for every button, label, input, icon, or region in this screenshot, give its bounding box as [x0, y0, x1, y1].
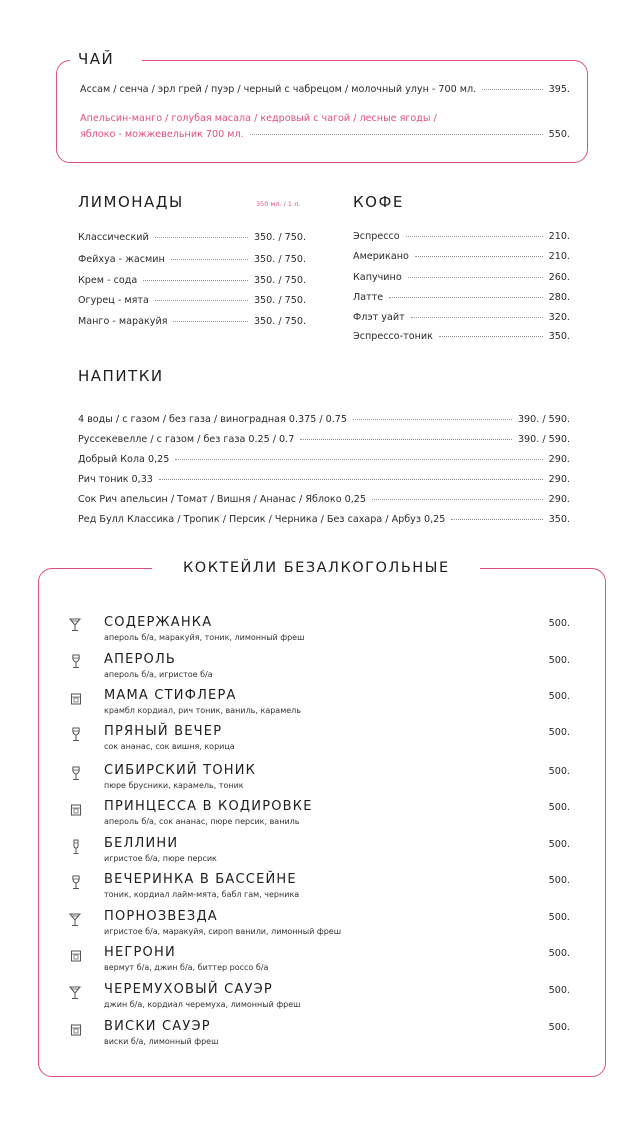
- drink-price: 290.: [548, 454, 570, 465]
- cocktail-name: БЕЛЛИНИ: [104, 836, 179, 851]
- leader-dots: [155, 300, 248, 301]
- drink-row: [78, 454, 570, 465]
- cocktail-name: ВЕЧЕРИНКА В БАССЕЙНЕ: [104, 872, 297, 887]
- leader-dots: [175, 459, 542, 460]
- lemonade-name: Манго - маракуйя: [78, 316, 168, 327]
- leader-dots: [411, 317, 543, 318]
- cocktail-desc: виски б/а, лимонный фреш: [104, 1037, 219, 1046]
- drink-row: [78, 434, 570, 445]
- rocks-glass-icon: [70, 802, 82, 818]
- drink-name: Ред Булл Классика / Тропик / Персик / Черника / Без сахара / Арбуз 0,25: [78, 514, 446, 525]
- coffee-price: 210.: [548, 251, 570, 262]
- cocktail-desc: апероль б/а, сок ананас, пюре персик, ваниль: [104, 817, 300, 826]
- cocktail-glass-icon: [69, 985, 81, 1001]
- cocktail-desc: крамбл кордиал, рич тоник, ваниль, карамель: [104, 706, 301, 715]
- leader-dots: [300, 439, 512, 440]
- coffee-price: 320.: [548, 312, 570, 323]
- cocktail-price: 500.: [548, 618, 570, 629]
- tea-item-price: 395.: [548, 84, 570, 95]
- cocktail-desc: апероль б/а, маракуйя, тоник, лимонный фреш: [104, 633, 305, 642]
- cocktail-price: 500.: [548, 875, 570, 886]
- leader-dots: [451, 519, 542, 520]
- cocktail-desc: сок ананас, сок вишня, корица: [104, 742, 235, 751]
- lemonade-name: Огурец - мята: [78, 295, 149, 306]
- leader-dots: [372, 499, 543, 500]
- cocktail-name: МАМА СТИФЛЕРА: [104, 688, 237, 703]
- lemonades-volume-note: 350 мл. / 1 л.: [256, 200, 301, 208]
- cocktail-desc: апероль б/а, игристое б/а: [104, 670, 213, 679]
- rocks-glass-icon: [70, 691, 82, 707]
- coffee-name: Американо: [353, 251, 409, 262]
- coffee-row: [353, 251, 570, 262]
- drink-row: [78, 494, 570, 505]
- cocktail-desc: джин б/а, кордиал черемуха, лимонный фреш: [104, 1000, 301, 1009]
- lemonade-row: [78, 254, 306, 265]
- coffee-name: Эспрессо-тоник: [353, 331, 433, 342]
- cocktail-name: ЧЕРЕМУХОВЫЙ САУЭР: [104, 982, 273, 997]
- lemonade-name: Крем - сода: [78, 275, 138, 286]
- drink-row: [78, 414, 570, 425]
- coffee-name: Флэт уайт: [353, 312, 405, 323]
- cocktails-title: КОКТЕЙЛИ БЕЗАЛКОГОЛЬНЫЕ: [183, 560, 450, 576]
- tea-row-2: [80, 129, 570, 140]
- coffee-name: Эспрессо: [353, 231, 400, 242]
- lemonade-price: 350. / 750.: [253, 275, 306, 286]
- coffee-name: Капучино: [353, 272, 402, 283]
- leader-dots: [173, 321, 247, 322]
- wine-glass-icon: [70, 727, 82, 743]
- cocktail-name: СОДЕРЖАНКА: [104, 615, 213, 630]
- cocktail-price: 500.: [548, 802, 570, 813]
- drinks-title: НАПИТКИ: [78, 367, 164, 385]
- wine-glass-icon: [70, 875, 82, 891]
- drink-name: Добрый Кола 0,25: [78, 454, 170, 465]
- cocktail-desc: игристое б/а, маракуйя, сироп ванили, лимонный фреш: [104, 927, 342, 936]
- tea-frame: [56, 60, 588, 163]
- lemonade-price: 350. / 750.: [253, 316, 306, 327]
- coffee-title: КОФЕ: [353, 193, 404, 211]
- lemonade-price: 350. / 750.: [253, 254, 306, 265]
- drink-name: Руссекевелле / с газом / без газа 0.25 / 0.7: [78, 434, 295, 445]
- lemonade-name: Фейхуа - жасмин: [78, 254, 165, 265]
- cocktail-name: ПРЯНЫЙ ВЕЧЕР: [104, 724, 223, 739]
- coffee-row: [353, 312, 570, 323]
- leader-dots: [353, 419, 512, 420]
- coffee-price: 210.: [548, 231, 570, 242]
- tea-item-name: Ассам / сенча / эрл грей / пуэр / черный с чабрецом / молочный улун - 700 мл.: [80, 84, 477, 95]
- tea-item-price: 550.: [548, 129, 570, 140]
- lemonade-price: 350. / 750.: [253, 232, 306, 243]
- drink-price: 390. / 590.: [517, 414, 570, 425]
- cocktail-price: 500.: [548, 948, 570, 959]
- leader-dots: [415, 256, 543, 257]
- lemonades-title: ЛИМОНАДЫ: [78, 193, 184, 211]
- wine-glass-icon: [70, 766, 82, 782]
- drink-price: 290.: [548, 474, 570, 485]
- lemonade-row: [78, 295, 306, 306]
- drink-name: Рич тоник 0,33: [78, 474, 153, 485]
- leader-dots: [143, 280, 248, 281]
- cocktail-desc: тоник, кордиал лайм-мята, бабл гам, черника: [104, 890, 300, 899]
- leader-dots: [482, 89, 542, 90]
- leader-dots: [155, 237, 248, 238]
- cocktail-price: 500.: [548, 727, 570, 738]
- coffee-name: Латте: [353, 292, 384, 303]
- coffee-row: [353, 231, 570, 242]
- leader-dots: [408, 277, 543, 278]
- cocktail-price: 500.: [548, 691, 570, 702]
- cocktail-price: 500.: [548, 655, 570, 666]
- flute-glass-icon: [70, 839, 82, 855]
- cocktail-name: СИБИРСКИЙ ТОНИК: [104, 763, 257, 778]
- leader-dots: [159, 479, 543, 480]
- coffee-row: [353, 331, 570, 342]
- cocktail-glass-icon: [69, 617, 81, 633]
- cocktail-desc: пюре брусники, карамель, тоник: [104, 781, 244, 790]
- rocks-glass-icon: [70, 948, 82, 964]
- rocks-glass-icon: [70, 1022, 82, 1038]
- drink-price: 350.: [548, 514, 570, 525]
- cocktail-name: ВИСКИ САУЭР: [104, 1019, 211, 1034]
- drink-price: 390. / 590.: [517, 434, 570, 445]
- drink-price: 290.: [548, 494, 570, 505]
- cocktail-desc: игристое б/а, пюре персик: [104, 854, 217, 863]
- cocktail-name: НЕГРОНИ: [104, 945, 176, 960]
- lemonade-row: [78, 316, 306, 327]
- leader-dots: [171, 259, 248, 260]
- coffee-row: [353, 292, 570, 303]
- lemonade-row: [78, 232, 306, 243]
- leader-dots: [250, 134, 543, 135]
- drink-name: Сок Рич апельсин / Томат / Вишня / Ананас / Яблоко 0,25: [78, 494, 366, 505]
- lemonade-name: Классический: [78, 232, 149, 243]
- drink-row: [78, 474, 570, 485]
- leader-dots: [389, 297, 542, 298]
- cocktail-price: 500.: [548, 839, 570, 850]
- cocktail-glass-icon: [69, 912, 81, 928]
- drink-row: [78, 514, 570, 525]
- cocktail-name: ПРИНЦЕССА В КОДИРОВКЕ: [104, 799, 313, 814]
- cocktail-price: 500.: [548, 766, 570, 777]
- cocktail-name: ПОРНОЗВЕЗДА: [104, 909, 218, 924]
- coffee-price: 280.: [548, 292, 570, 303]
- cocktail-desc: вермут б/а, джин б/а, биттер россо б/а: [104, 963, 269, 972]
- wine-glass-icon: [70, 654, 82, 670]
- leader-dots: [406, 236, 543, 237]
- cocktail-price: 500.: [548, 985, 570, 996]
- coffee-price: 350.: [548, 331, 570, 342]
- tea-item-2-line2: яблоко - можжевельник 700 мл.: [80, 129, 244, 140]
- lemonade-row: [78, 275, 306, 286]
- coffee-price: 260.: [548, 272, 570, 283]
- cocktail-price: 500.: [548, 1022, 570, 1033]
- drink-name: 4 воды / с газом / без газа / виноградная 0.375 / 0.75: [78, 414, 348, 425]
- lemonade-price: 350. / 750.: [253, 295, 306, 306]
- tea-title: ЧАЙ: [78, 50, 115, 68]
- leader-dots: [439, 336, 543, 337]
- cocktail-name: АПЕРОЛЬ: [104, 652, 177, 667]
- tea-item-2-line1: Апельсин-манго / голубая масала / кедровый с чагой / лесные ягоды /: [80, 113, 437, 124]
- cocktail-price: 500.: [548, 912, 570, 923]
- coffee-row: [353, 272, 570, 283]
- tea-row-1: [80, 84, 570, 95]
